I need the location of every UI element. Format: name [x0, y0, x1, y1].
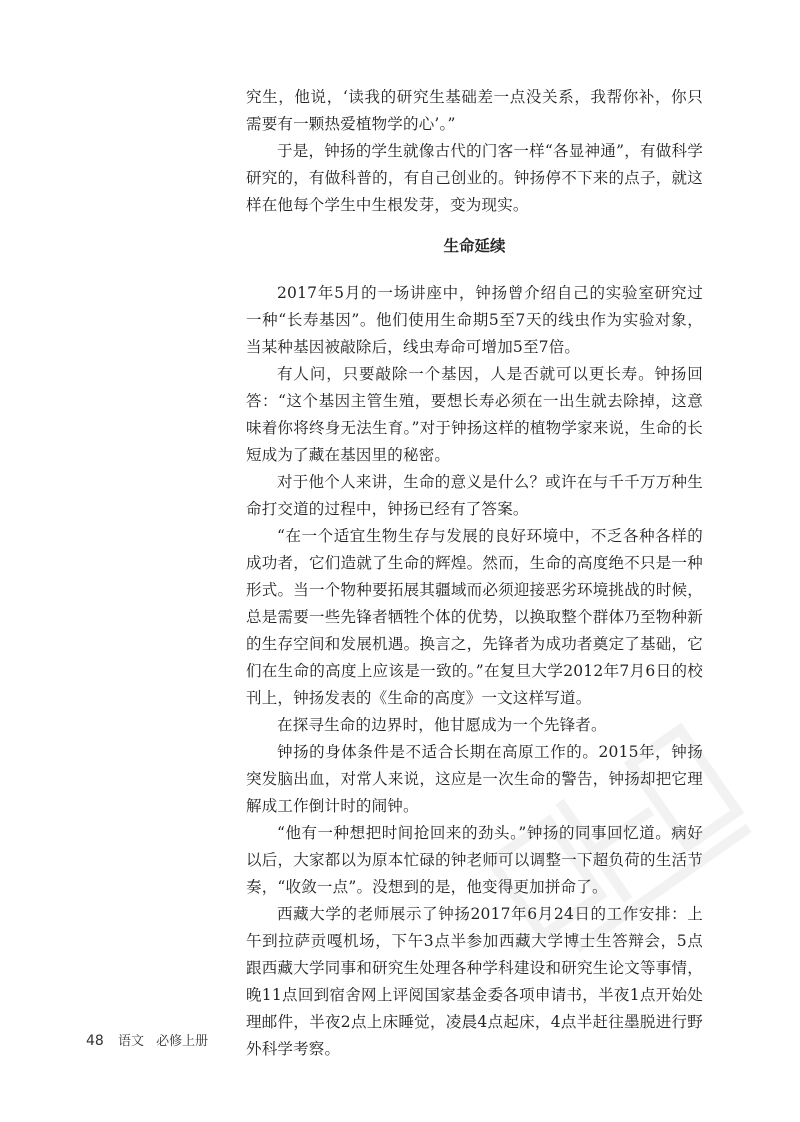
section-paragraph-8: 西藏大学的老师展示了钟扬2017年6月24日的工作安排：上午到拉萨贡嘎机场，下午3点半参加西藏大学博士生答辩会，5点跟西藏大学同事和研究生处理各种学科建设和研究生论文等事情，晚11点回到宿舍网上评阅国家基金委各项申请书，半夜1点开始处理邮件，半夜2点上床睡觉，凌晨4点起床，4点半赶往墨脱进行野外科学考察。 — [246, 905, 703, 1058]
volume-title: 必修上册 — [156, 1034, 209, 1049]
page-number: 48 — [86, 1033, 104, 1049]
section-paragraph-2: 有人问，只要敲除一个基因，人是否就可以更长寿。钟扬回答：“这个基因主管生殖，要想长寿必须在一出生就去除掉，这意味着你将终身无法生育。”对于钟扬这样的植物学家来说，生命的长短成为了藏在基因里的秘密。 — [246, 365, 703, 464]
section-paragraph-4: “在一个适宜生物生存与发展的良好环境中，不乏各种各样的成功者，它们造就了生命的辉煌。然而，生命的高度绝不只是一种形式。当一个物种要拓展其疆域而必须迎接恶劣环境挑战的时候，总是需要一些先锋者牺牲个体的优势，以换取整个群体乃至物种新的生存空间和发展机遇。换言之，先锋者为成功者奠定了基础，它们在生命的高度上应该是一致的。”在复旦大学2012年7月6日的校刊上，钟扬发表的《生命的高度》一文这样写道。 — [246, 527, 703, 707]
section-paragraph-1: 2017年5月的一场讲座中，钟扬曾介绍自己的实验室研究过一种“长寿基因”。他们使用生命期5至7天的线虫作为实验对象，当某种基因被敲除后，线虫寿命可增加5至7倍。 — [246, 284, 703, 356]
book-title: 语文 — [117, 1034, 144, 1049]
page-footer — [86, 1030, 208, 1049]
section-text-block — [246, 280, 703, 1063]
section-heading: 生命延续 — [443, 237, 506, 255]
intro-paragraph-2: 于是，钟扬的学生就像古代的门客一样“各显神通”，有做科学研究的，有做科普的，有自己创业的。钟扬停不下来的点子，就这样在他每个学生中生根发芽，变为现实。 — [246, 142, 703, 214]
section-paragraph-5: 在探寻生命的边界时，他甘愿成为一个先锋者。 — [277, 716, 607, 734]
section-paragraph-3: 对于他个人来讲，生命的意义是什么？或许在与千千万万种生命打交道的过程中，钟扬已经有了答案。 — [246, 473, 703, 518]
section-paragraph-6: 钟扬的身体条件是不适合长期在高原工作的。2015年，钟扬突发脑出血，对常人来说，这应是一次生命的警告，钟扬却把它理解成工作倒计时的闹钟。 — [246, 743, 703, 815]
section-paragraph-7: “他有一种想把时间抢回来的劲头。”钟扬的同事回忆道。病好以后，大家都以为原本忙碌的钟老师可以调整一下超负荷的生活节奏，“收敛一点”。没想到的是，他变得更加拼命了。 — [246, 824, 703, 896]
intro-text-block — [246, 84, 703, 219]
intro-paragraph-1: 究生，他说，‘读我的研究生基础差一点没关系，我帮你补，你只需要有一颗热爱植物学的心’。” — [246, 88, 703, 133]
